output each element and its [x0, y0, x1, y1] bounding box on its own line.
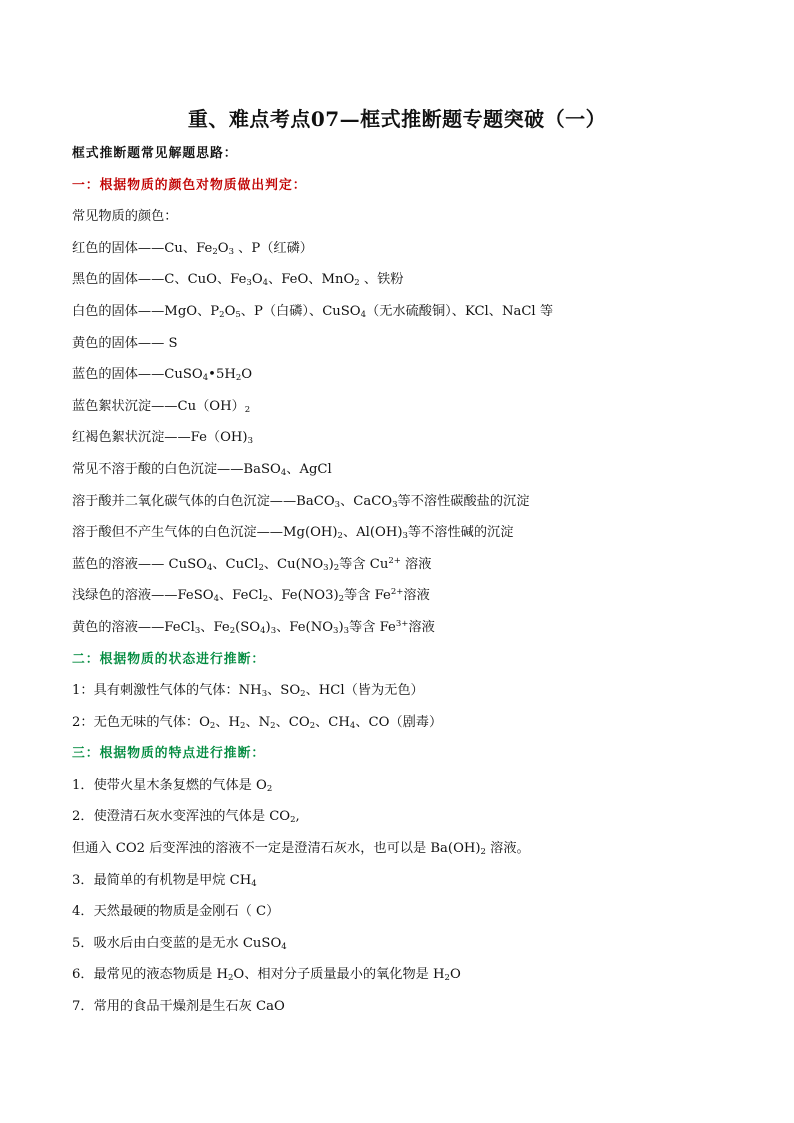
list-item: 6．最常见的液态物质是 $H_2O$、相对分子质量最小的氧化物是 $H_2O$ [72, 967, 461, 984]
list-item: 溶于酸并二氧化碳气体的白色沉淀——BaCO$_3$、CaCO$_3$等不溶性碳酸盐的沉淀 [72, 493, 530, 510]
intro-heading: 框式推断题常见解题思路： [72, 146, 238, 161]
list-item: 5．吸水后由白变蓝的是无水 CuSO$_4$ [72, 935, 287, 952]
page-title: 重、难点考点07—框式推断题专题突破（一） [187, 107, 607, 131]
list-item: 4．天然最硬的物质是金刚石（ C） [72, 904, 280, 920]
list-item: 红褐色絮状沉淀$——Fe(OH)_3$ [72, 430, 253, 447]
section-1-heading: 一：根据物质的颜色对物质做出判定： [72, 177, 307, 193]
list-item: 蓝色絮状沉淀$——Cu(OH)_2$ [72, 398, 251, 415]
list-item: 黄色的溶液——FeCl$_3$、$Fe_2(SO_4)_3$、$Fe(NO_3)_3$等含 $Fe^{3+}$溶液 [72, 618, 435, 636]
document-body [72, 144, 752, 1029]
list-item: 7．常用的食品干燥剂是生石灰 CaO [72, 999, 285, 1015]
list-item: 1．使带火星木条复燃的气体是 $O_2$ [72, 777, 273, 794]
list-item: 黑色的固体——C、CuO、$Fe_3O_4$、FeO、MnO$_2$ 、铁粉 [72, 272, 404, 289]
list-item: 2：无色无味的气体：$O_2$、$H_2$、$N_2$、$CO_2$、$CH_4$、CO（剧毒） [72, 714, 443, 731]
list-item: 浅绿色的溶液——FeSO$_4$、FeCl$_2$、$Fe(NO3)_2$等含 $Fe^{2+}$溶液 [72, 587, 430, 605]
list-item: 蓝色的溶液—— CuSO$_4$、CuCl$_2$、$Cu(NO_3)_2$等含 $Cu^{2+}$ 溶液 [72, 555, 432, 573]
list-item: 红色的固体——Cu、$Fe_2O_3$ 、P（红磷） [72, 240, 313, 257]
list-item: 常见不溶于酸的白色沉淀——BaSO$_4$、AgCl [72, 461, 332, 478]
section-3-heading: 三：根据物质的特点进行推断： [72, 746, 266, 762]
list-item: 但通入 CO2 后变浑浊的溶液不一定是澄清石灰水，也可以是 $Ba(OH)_2$ 溶液。 [72, 841, 530, 858]
list-item: 黄色的固体—— S [72, 335, 178, 351]
list-item: 白色的固体——MgO、$P_2O_5$、P（白磷）、CuSO$_4$（无水硫酸铜）、KCl、NaCl 等 [72, 303, 554, 320]
list-item: 2．使澄清石灰水变浑浊的气体是 $CO_2$, [72, 809, 300, 826]
list-item: 蓝色的固体$——CuSO_4•5H_2O$ [72, 367, 253, 384]
list-item: 3．最简单的有机物是甲烷 $CH_4$ [72, 872, 257, 889]
section-1-subheading: 常见物质的颜色： [72, 209, 178, 225]
list-item: 1：具有刺激性气体的气体：$NH_3$、$SO_2$、HCl（皆为无色） [72, 683, 424, 700]
list-item: 溶于酸但不产生气体的白色沉淀$——Mg(OH)_2$、$Al(OH)_3$等不溶性碱的沉淀 [72, 525, 514, 542]
section-2-heading: 二：根据物质的状态进行推断： [72, 651, 266, 667]
